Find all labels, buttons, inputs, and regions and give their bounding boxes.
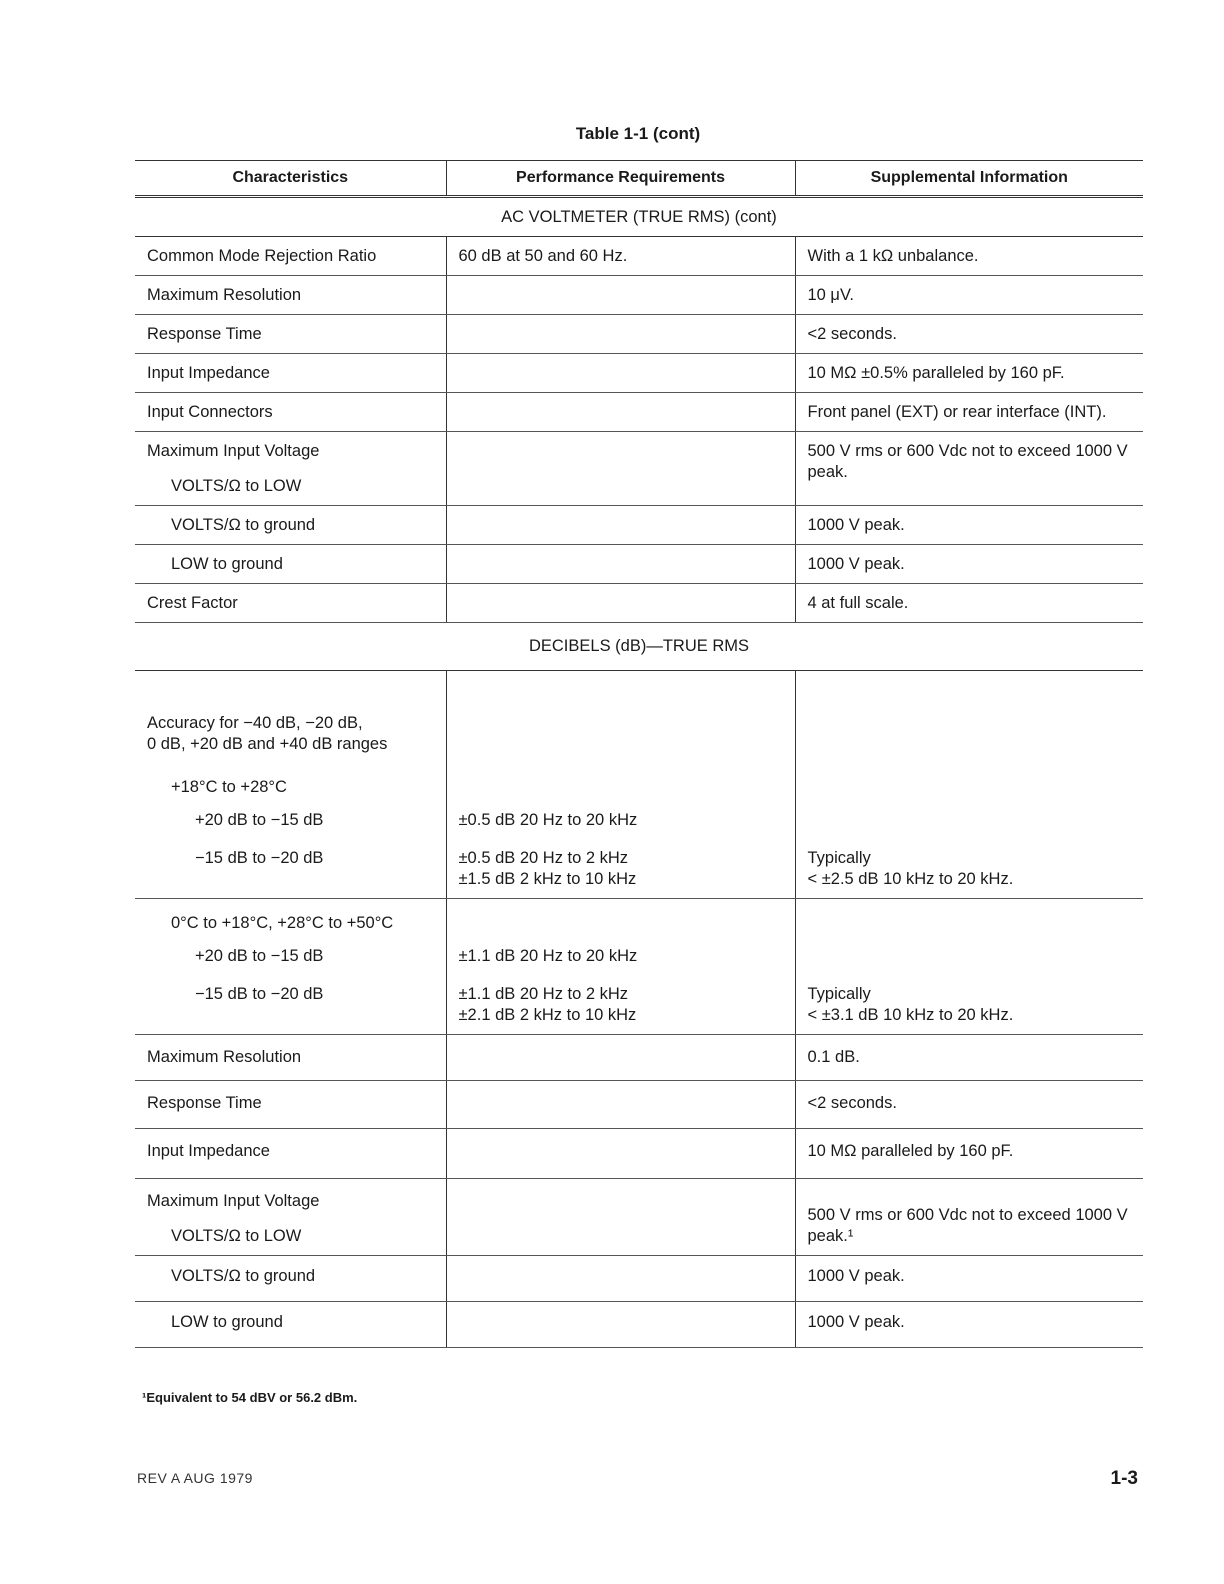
performance-cell xyxy=(446,1035,795,1081)
supplemental-cell: 0.1 dB. xyxy=(795,1035,1143,1081)
supplemental-cell: 1000 V peak. xyxy=(795,1302,1143,1348)
supplemental-cell: 10 MΩ ±0.5% paralleled by 160 pF. xyxy=(795,354,1143,393)
section-title-ac: AC VOLTMETER (TRUE RMS) (cont) xyxy=(135,197,1143,237)
characteristic-cell: Response Time xyxy=(135,315,446,354)
supplemental-cell: 500 V rms or 600 Vdc not to exceed 1000 V peak. xyxy=(795,432,1143,506)
table-row xyxy=(135,1179,1143,1256)
supplemental-cell: 500 V rms or 600 Vdc not to exceed 1000 V peak.¹ xyxy=(795,1179,1143,1256)
table-row xyxy=(135,671,1143,840)
performance-cell xyxy=(446,1129,795,1179)
table-row xyxy=(135,1035,1143,1081)
table-row xyxy=(135,237,1143,276)
characteristic-cell: Maximum Resolution xyxy=(135,1035,446,1081)
performance-cell xyxy=(446,839,795,899)
characteristic-cell xyxy=(135,899,446,976)
performance-cell xyxy=(446,354,795,393)
footnote: ¹Equivalent to 54 dBV or 56.2 dBm. xyxy=(142,1390,358,1405)
characteristic-label: Maximum Input Voltage xyxy=(147,442,320,460)
supplemental-cell: 1000 V peak. xyxy=(795,545,1143,584)
characteristic-cell: VOLTS/Ω to ground xyxy=(135,506,446,545)
supplemental-cell: <2 seconds. xyxy=(795,1081,1143,1129)
supplemental-line: Typically xyxy=(807,849,871,867)
performance-cell: ±1.1 dB 20 Hz to 20 kHz xyxy=(446,899,795,976)
page-title: Table 1-1 (cont) xyxy=(575,124,701,143)
range-label: +20 dB to −15 dB xyxy=(195,811,324,829)
performance-line: ±1.5 dB 2 kHz to 10 kHz xyxy=(458,870,637,888)
characteristic-cell: Response Time xyxy=(135,1081,446,1129)
table-header-row xyxy=(135,161,1143,197)
column-header-supplemental: Supplemental Information xyxy=(795,161,1143,197)
performance-cell: 60 dB at 50 and 60 Hz. xyxy=(446,237,795,276)
characteristic-label: Maximum Input Voltage xyxy=(147,1192,320,1210)
accuracy-label: Accuracy for −40 dB, −20 dB, xyxy=(147,714,363,732)
characteristic-cell: VOLTS/Ω to ground xyxy=(135,1256,446,1302)
section-title-db: DECIBELS (dB)—TRUE RMS xyxy=(135,623,1143,671)
table-row xyxy=(135,1256,1143,1302)
characteristic-cell: Input Impedance xyxy=(135,1129,446,1179)
characteristic-cell: Input Impedance xyxy=(135,354,446,393)
performance-cell xyxy=(446,1302,795,1348)
table-row xyxy=(135,276,1143,315)
characteristic-cell: Common Mode Rejection Ratio xyxy=(135,237,446,276)
supplemental-cell: Front panel (EXT) or rear interface (INT). xyxy=(795,393,1143,432)
table-row xyxy=(135,1302,1143,1348)
table-row xyxy=(135,545,1143,584)
characteristic-cell: Input Connectors xyxy=(135,393,446,432)
characteristic-cell: LOW to ground xyxy=(135,545,446,584)
supplemental-cell xyxy=(795,671,1143,840)
supplemental-cell xyxy=(795,899,1143,976)
supplemental-cell xyxy=(795,975,1143,1035)
performance-cell: ±0.5 dB 20 Hz to 20 kHz xyxy=(446,671,795,840)
supplemental-line: < ±3.1 dB 10 kHz to 20 kHz. xyxy=(807,1006,1014,1024)
performance-cell xyxy=(446,975,795,1035)
column-header-performance: Performance Requirements xyxy=(446,161,795,197)
characteristic-cell xyxy=(135,671,446,840)
column-header-characteristics: Characteristics xyxy=(135,161,446,197)
table-row xyxy=(135,354,1143,393)
table-row xyxy=(135,899,1143,976)
table-row xyxy=(135,315,1143,354)
table-row xyxy=(135,839,1143,899)
supplemental-cell: 1000 V peak. xyxy=(795,506,1143,545)
section-header-ac xyxy=(135,197,1143,237)
characteristic-cell xyxy=(135,432,446,506)
table-row xyxy=(135,975,1143,1035)
performance-cell xyxy=(446,1179,795,1256)
performance-cell xyxy=(446,393,795,432)
table-row xyxy=(135,584,1143,623)
performance-cell xyxy=(446,506,795,545)
supplemental-cell xyxy=(795,839,1143,899)
supplemental-cell: <2 seconds. xyxy=(795,315,1143,354)
section-header-db xyxy=(135,623,1143,671)
table-row xyxy=(135,432,1143,506)
performance-line: ±2.1 dB 2 kHz to 10 kHz xyxy=(458,1006,637,1024)
table-row xyxy=(135,393,1143,432)
accuracy-label: 0 dB, +20 dB and +40 dB ranges xyxy=(147,735,388,753)
characteristic-cell: LOW to ground xyxy=(135,1302,446,1348)
supplemental-cell: 4 at full scale. xyxy=(795,584,1143,623)
supplemental-cell: 10 μV. xyxy=(795,276,1143,315)
characteristic-sublabel: VOLTS/Ω to LOW xyxy=(171,477,302,495)
characteristic-cell: −15 dB to −20 dB xyxy=(135,975,446,1035)
table-row xyxy=(135,1129,1143,1179)
performance-cell xyxy=(446,315,795,354)
characteristic-cell: Crest Factor xyxy=(135,584,446,623)
characteristic-cell: −15 dB to −20 dB xyxy=(135,839,446,899)
performance-line: ±0.5 dB 20 Hz to 2 kHz xyxy=(458,849,629,867)
range-label: +20 dB to −15 dB xyxy=(195,947,324,965)
performance-cell xyxy=(446,545,795,584)
characteristic-cell xyxy=(135,1179,446,1256)
performance-cell xyxy=(446,584,795,623)
table-row xyxy=(135,506,1143,545)
supplemental-line: Typically xyxy=(807,985,871,1003)
supplemental-cell: With a 1 kΩ unbalance. xyxy=(795,237,1143,276)
performance-cell xyxy=(446,432,795,506)
performance-cell xyxy=(446,276,795,315)
performance-cell xyxy=(446,1081,795,1129)
revision-date: REV A AUG 1979 xyxy=(137,1470,253,1486)
characteristic-cell: Maximum Resolution xyxy=(135,276,446,315)
temperature-range-label: +18°C to +28°C xyxy=(171,778,287,796)
page-number: 1-3 xyxy=(1110,1468,1138,1489)
supplemental-cell: 10 MΩ paralleled by 160 pF. xyxy=(795,1129,1143,1179)
characteristic-sublabel: VOLTS/Ω to LOW xyxy=(171,1227,302,1245)
supplemental-cell: 1000 V peak. xyxy=(795,1256,1143,1302)
table-row xyxy=(135,1081,1143,1129)
performance-line: ±1.1 dB 20 Hz to 2 kHz xyxy=(458,985,629,1003)
specifications-table xyxy=(135,160,1143,1348)
performance-cell xyxy=(446,1256,795,1302)
temperature-range-label: 0°C to +18°C, +28°C to +50°C xyxy=(171,914,394,932)
supplemental-line: < ±2.5 dB 10 kHz to 20 kHz. xyxy=(807,870,1014,888)
